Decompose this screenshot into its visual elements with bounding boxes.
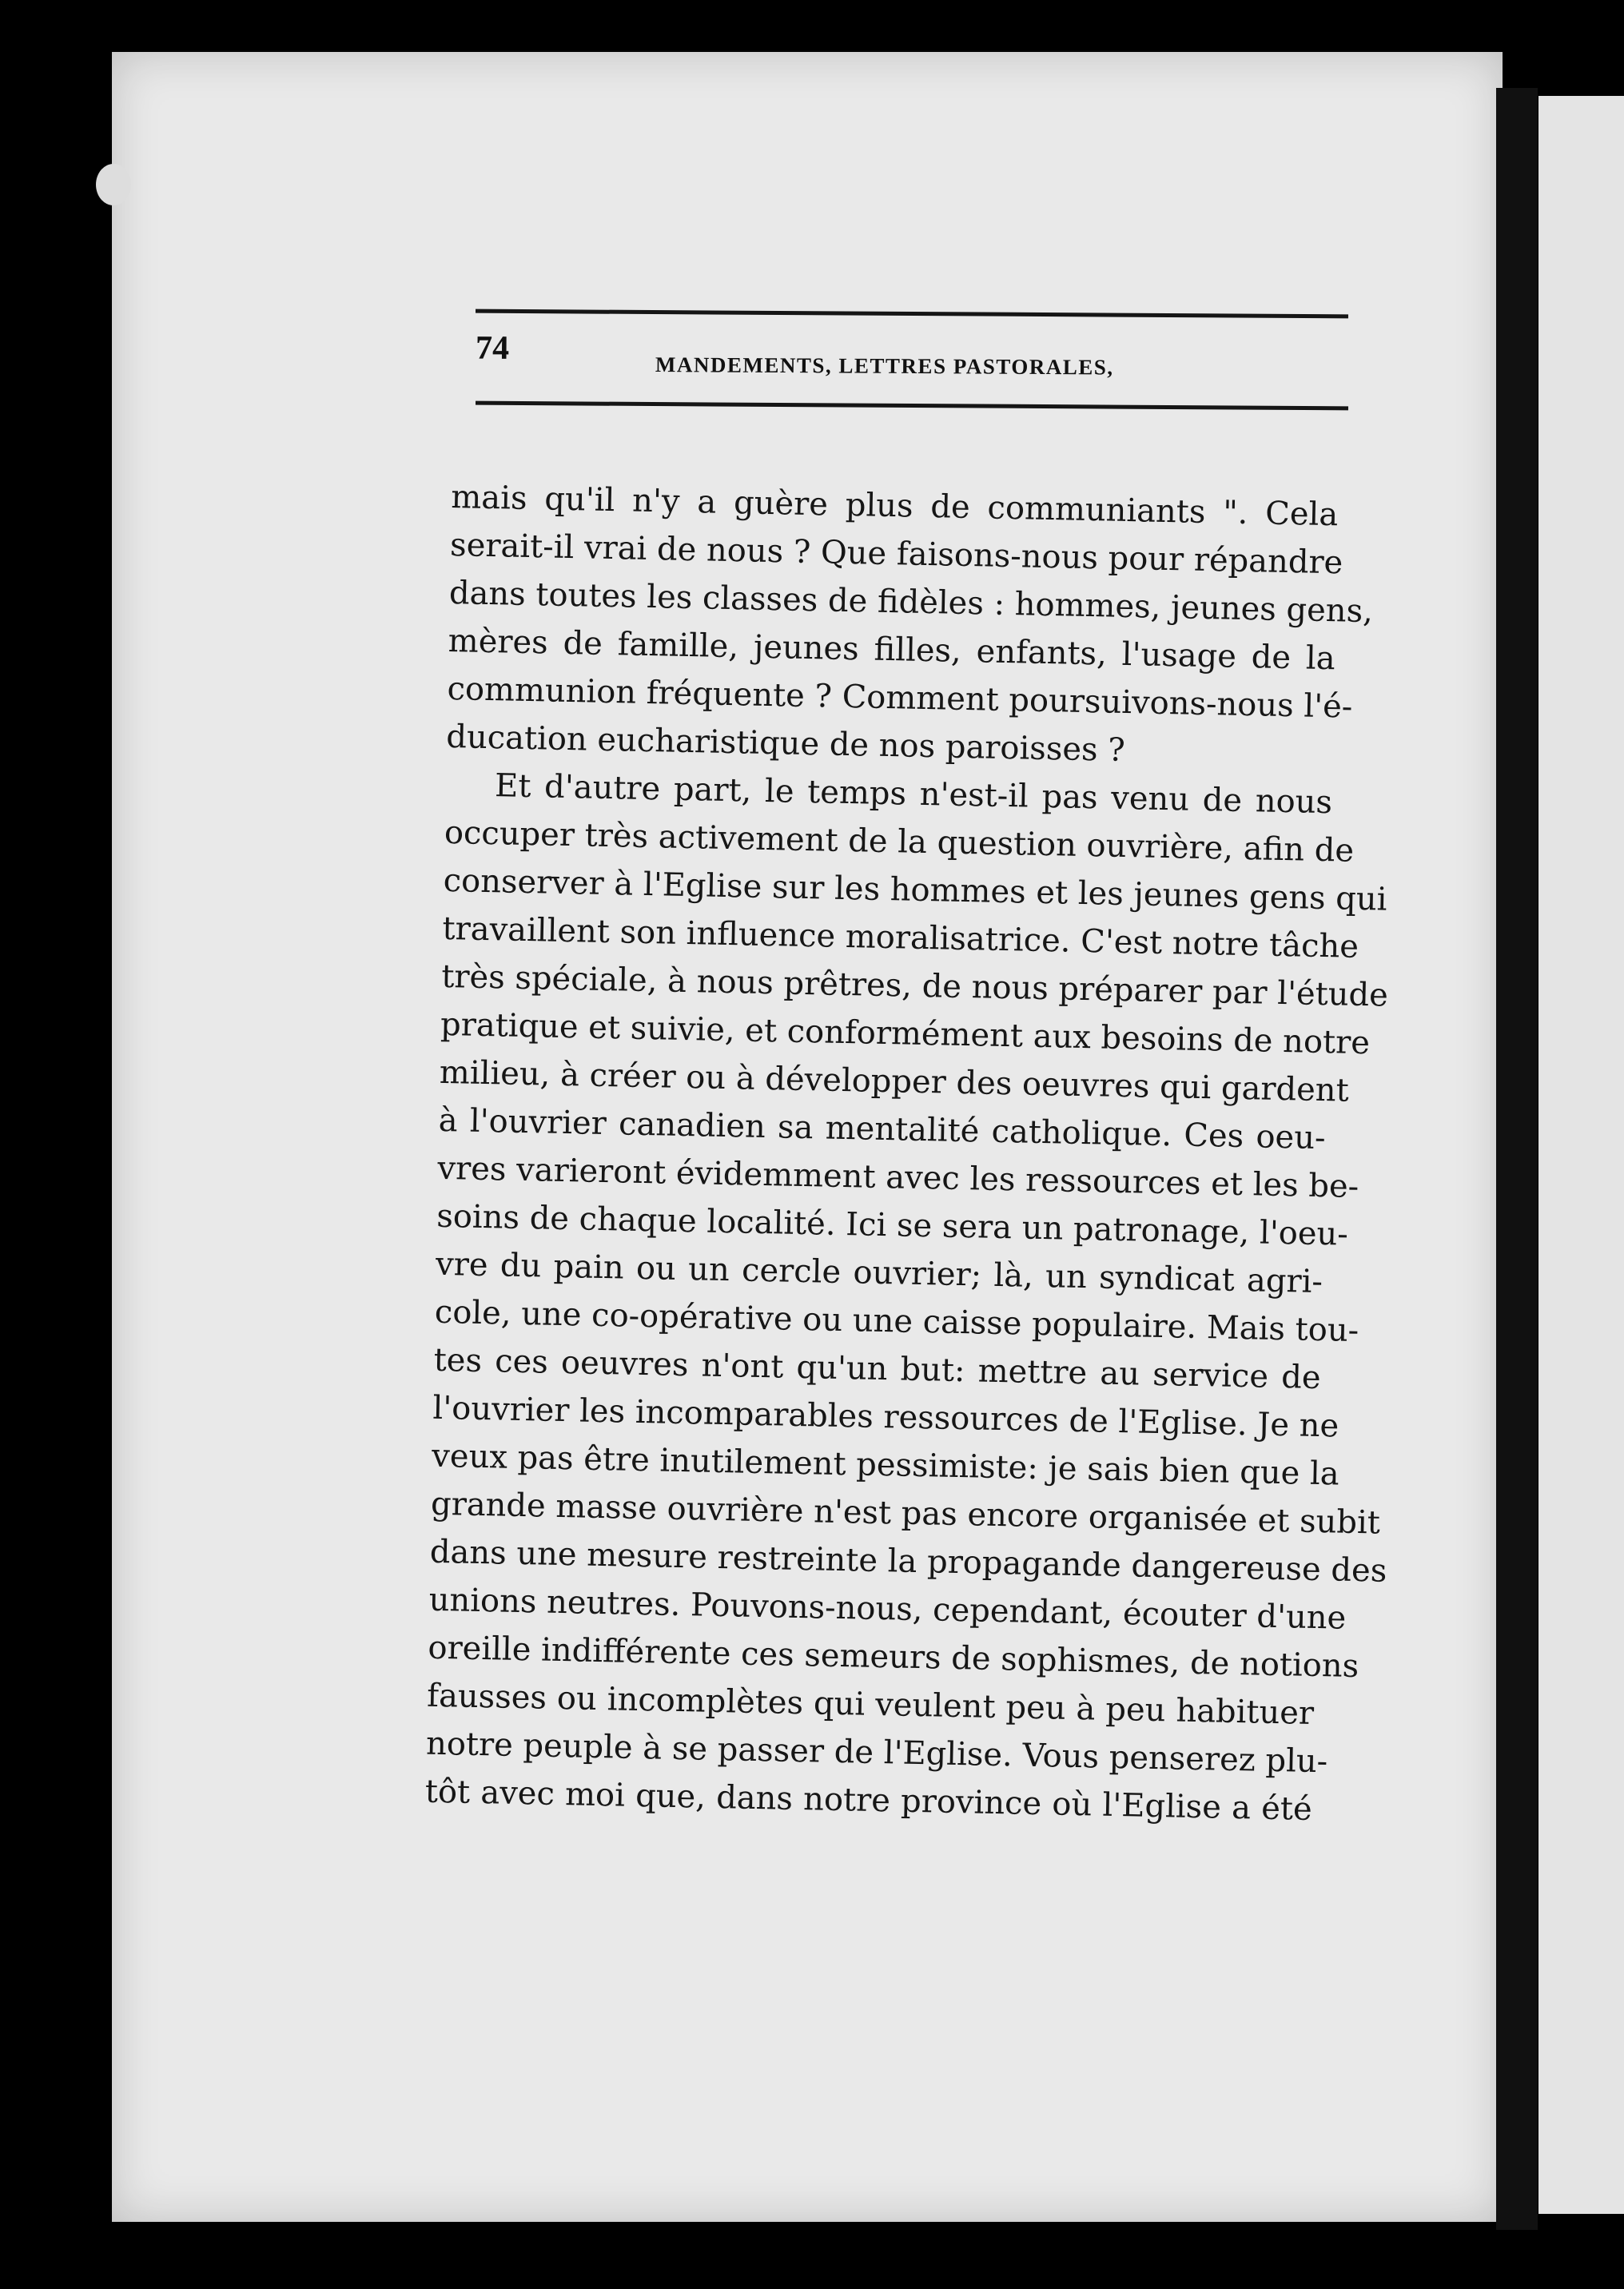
text-line: pratique et suivie, et conformément aux besoins de notre xyxy=(440,1005,1371,1062)
text-line: serait-il vrai de nous ? Que faisons-nous pour répandre xyxy=(449,526,1343,582)
text-line: milieu, à créer ou à développer des oeuvres qui gardent xyxy=(439,1053,1350,1109)
text-line: vre du pain ou un cercle ouvrier; là, un syndicat agri- xyxy=(435,1245,1323,1301)
text-line: unions neutres. Pouvons-nous, cependant, écouter d'une xyxy=(428,1581,1347,1637)
text-line: occuper très activement de la question ouvrière, afin de xyxy=(444,814,1355,870)
paragraph-start-line: Et d'autre part, le temps n'est-il pas venu de nous xyxy=(494,767,1333,822)
text-line: soins de chaque localité. Ici se sera un patronage, l'oeu- xyxy=(436,1197,1349,1253)
text-line: vres varieront évidemment avec les ressources et les be- xyxy=(437,1149,1359,1205)
page-number: 74 xyxy=(475,329,510,367)
page-header xyxy=(476,329,1348,391)
text-line: fausses ou incomplètes qui veulent peu à peu habituer xyxy=(426,1677,1315,1732)
text-line: oreille indifférente ces semeurs de sophismes, de notions xyxy=(428,1629,1359,1686)
text-line: conserver à l'Eglise sur les hommes et les jeunes gens qui xyxy=(443,862,1387,918)
text-line: ducation eucharistique de nos paroisses ? xyxy=(445,718,1126,769)
text-line: dans toutes les classes de fidèles : hommes, jeunes gens, xyxy=(448,574,1374,631)
text-line: mais qu'il n'y a guère plus de communiants ". Cela xyxy=(450,478,1339,534)
text-line: l'ouvrier les incomparables ressources de l'Eglise. Je ne xyxy=(432,1389,1339,1445)
text-line: mères de famille, jeunes filles, enfants, l'usage de la xyxy=(448,622,1336,678)
body-text xyxy=(424,473,1389,1833)
text-line: veux pas être inutilement pessimiste: je sais bien que la xyxy=(431,1437,1340,1493)
page-fold xyxy=(1496,88,1538,2230)
text-line: travaillent son influence moralisatrice. C'est notre tâche xyxy=(442,910,1359,965)
text-line: à l'ouvrier canadien sa mentalité catholique. Ces oeu- xyxy=(438,1101,1326,1157)
text-line: notre peuple à se passer de l'Eglise. Vous penserez plu- xyxy=(425,1725,1328,1781)
running-head: MANDEMENTS, LETTRES PASTORALES, xyxy=(655,352,1114,380)
text-line: communion fréquente ? Comment poursuivons-nous l'é- xyxy=(447,670,1353,726)
paper-speck xyxy=(96,164,131,205)
text-line: très spéciale, à nous prêtres, de nous préparer par l'étude xyxy=(440,957,1389,1014)
text-line: dans une mesure restreinte la propagande dangereuse des xyxy=(429,1533,1387,1590)
next-page-edge xyxy=(1538,96,1624,2214)
text-line: tôt avec moi que, dans notre province où l'Eglise a été xyxy=(424,1773,1313,1828)
text-line: grande masse ouvrière n'est pas encore organisée et subit xyxy=(430,1485,1381,1542)
text-line: cole, une co-opérative ou une caisse populaire. Mais tou- xyxy=(434,1293,1359,1349)
text-line: tes ces oeuvres n'ont qu'un but: mettre au service de xyxy=(433,1341,1321,1397)
